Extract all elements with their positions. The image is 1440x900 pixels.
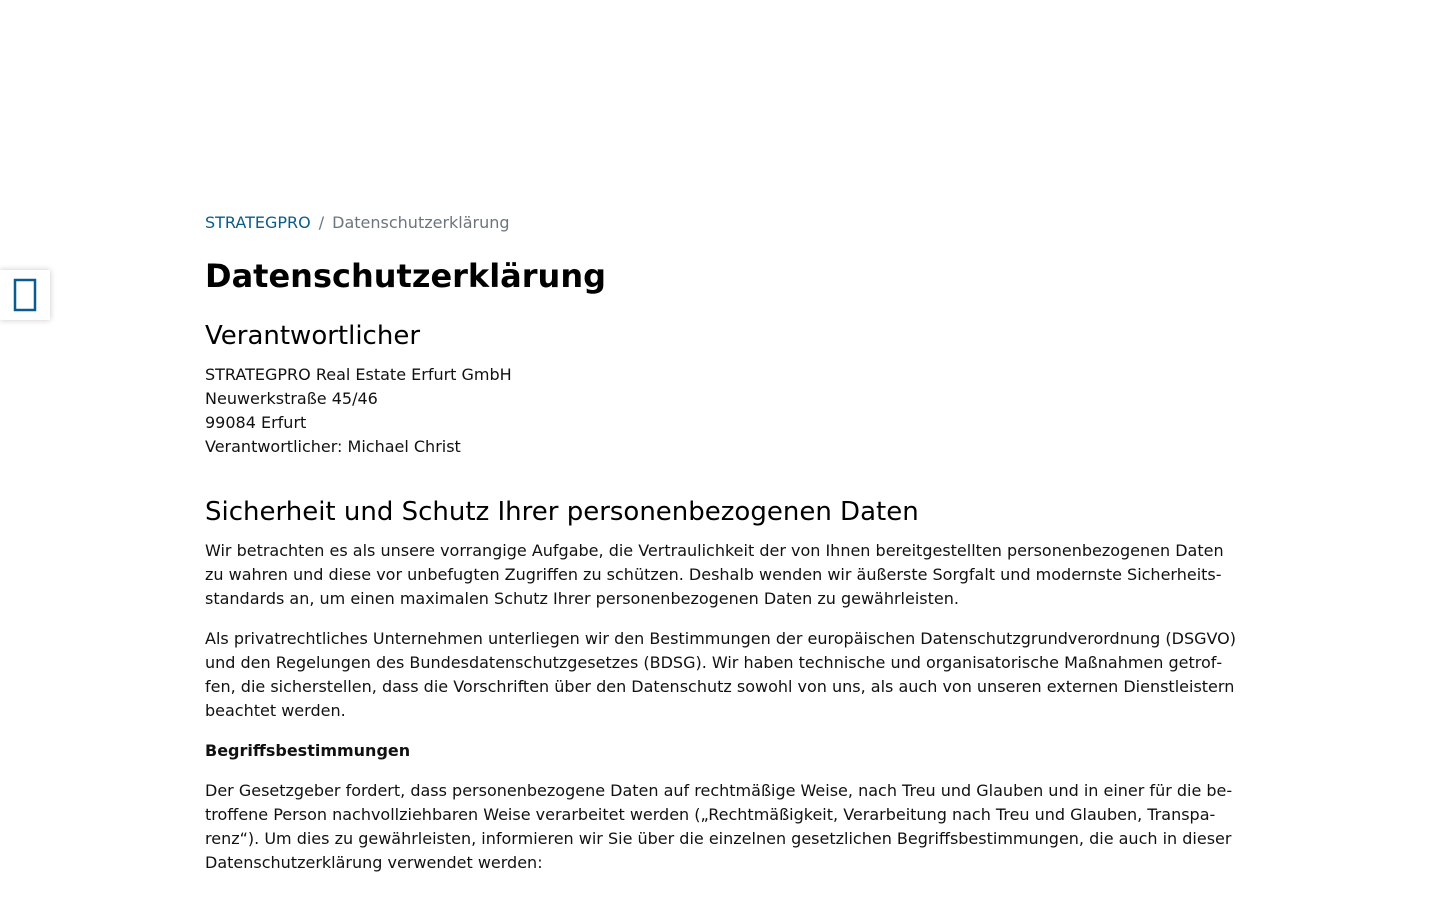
definitions-subheading: Begriffsbestimmungen xyxy=(205,741,411,760)
security-paragraph-2: Als privatrechtliches Unternehmen unterliegen wir den Bestimmungen der europäischen Datenschutzgrundverordnung (DSGVO) und den Regelungen des Bundesdatenschutzgesetzes (BDSG). Wir haben technische und organisatorische Maßnahmen getroffen, die sicherstellen, dass die Vorschriften über den Datenschutz sowohl von uns, als auch von unseren externen Dienstleistern beachtet werden. xyxy=(205,629,1236,720)
main-content xyxy=(205,212,1240,891)
section-responsible xyxy=(205,320,1240,459)
street-address: Neuwerkstraße 45/46 xyxy=(205,389,378,408)
breadcrumb-home-link[interactable]: STRATEGPRO xyxy=(205,213,311,232)
definitions-paragraph: Der Gesetzgeber fordert, dass personenbezogene Daten auf rechtmäßige Weise, nach Treu und Glauben und in einer für die betroffene Person nachvollziehbaren Weise verarbeitet werden („Rechtmäßigkeit, Verarbeitung nach Treu und Glauben, Transparenz“). Um dies zu gewährleisten, informieren wir Sie über die einzelnen gesetzlichen Begriffsbestimmungen, die auch in dieser Datenschutzerklärung verwendet werden: xyxy=(205,781,1233,872)
breadcrumb-separator: / xyxy=(318,213,325,232)
section-security xyxy=(205,496,1240,875)
section-security-heading: Sicherheit und Schutz Ihrer personenbezogenen Daten xyxy=(205,497,919,527)
breadcrumb-current: Datenschutzerklärung xyxy=(332,213,510,232)
address-block xyxy=(205,363,1240,459)
responsible-person: Verantwortlicher: Michael Christ xyxy=(205,437,461,456)
breadcrumb xyxy=(205,212,1240,234)
accessibility-icon xyxy=(13,278,37,312)
security-paragraph-1: Wir betrachten es als unsere vorrangige Aufgabe, die Vertraulichkeit der von Ihnen bereitgestellten personenbezogenen Daten zu wahren und diese vor unbefugten Zugriffen zu schützen. Deshalb wenden wir äußerste Sorgfalt und modernste Sicherheitsstandards an, um einen maximalen Schutz Ihrer personenbezogenen Daten zu gewährleisten. xyxy=(205,541,1224,608)
page-title: Datenschutzerklärung xyxy=(205,257,607,295)
city-address: 99084 Erfurt xyxy=(205,413,307,432)
accessibility-button[interactable] xyxy=(0,270,50,320)
company-name: STRATEGPRO Real Estate Erfurt GmbH xyxy=(205,365,512,384)
section-responsible-heading: Verantwortlicher xyxy=(205,321,421,351)
